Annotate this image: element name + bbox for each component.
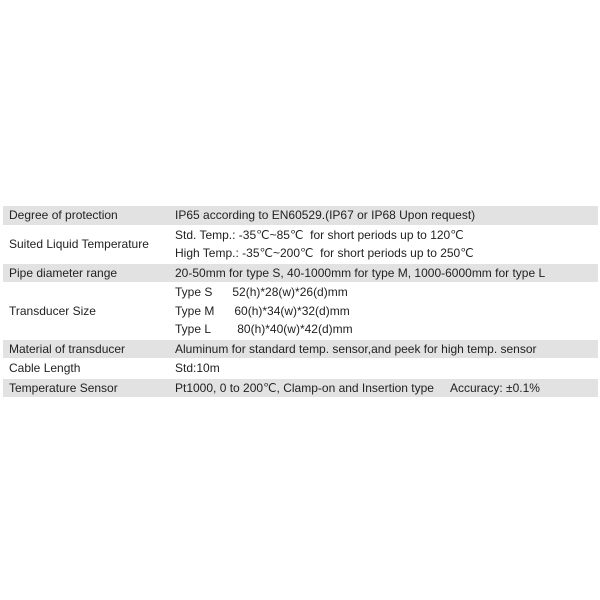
spec-value-line: 20-50mm for type S, 40-1000mm for type M, 1000-6000mm for type L [175,265,546,280]
spec-label: Cable Length [9,361,81,376]
spec-value [175,379,598,398]
spec-row-transducer-size [3,283,598,339]
spec-value-line: Type M 60(h)*34(w)*32(d)mm [175,303,350,318]
spec-label: Material of transducer [9,341,126,356]
spec-value-line: High Temp.: -35℃~200℃ for short periods up to 250℃ [175,246,474,260]
spec-row-pipe-diameter-range [3,264,598,283]
spec-row-degree-of-protection [3,206,598,225]
spec-value [175,206,598,225]
spec-label: Temperature Sensor [9,380,118,395]
spec-value-line: Type S 52(h)*28(w)*26(d)mm [175,285,348,299]
spec-value-line: Pt1000, 0 to 200℃, Clamp-on and Insertion type Accuracy: ±0.1% [175,380,540,395]
spec-row-suited-liquid-temperature [3,226,598,263]
spec-value-line: IP65 according to EN60529.(IP67 or IP68 Upon request) [175,208,476,222]
spec-value [175,264,598,283]
spec-value [175,226,598,263]
spec-label: Transducer Size [9,303,96,318]
spec-row-material-of-transducer [3,340,598,359]
spec-value-line: Std. Temp.: -35℃~85℃ for short periods up to 120℃ [175,227,464,242]
spec-label: Suited Liquid Temperature [9,237,149,251]
spec-value [175,340,598,359]
spec-row-temperature-sensor [3,379,598,398]
spec-row-cable-length [3,359,598,378]
spec-value [175,359,598,378]
spec-value-line: Aluminum for standard temp. sensor,and peek for high temp. sensor [175,341,537,356]
spec-value [175,283,598,339]
spec-label: Pipe diameter range [9,265,118,280]
spec-table [3,206,598,398]
spec-value-line: Type L 80(h)*40(w)*42(d)mm [175,322,353,336]
spec-value-line: Std:10m [175,361,220,375]
spec-label: Degree of protection [9,208,118,223]
